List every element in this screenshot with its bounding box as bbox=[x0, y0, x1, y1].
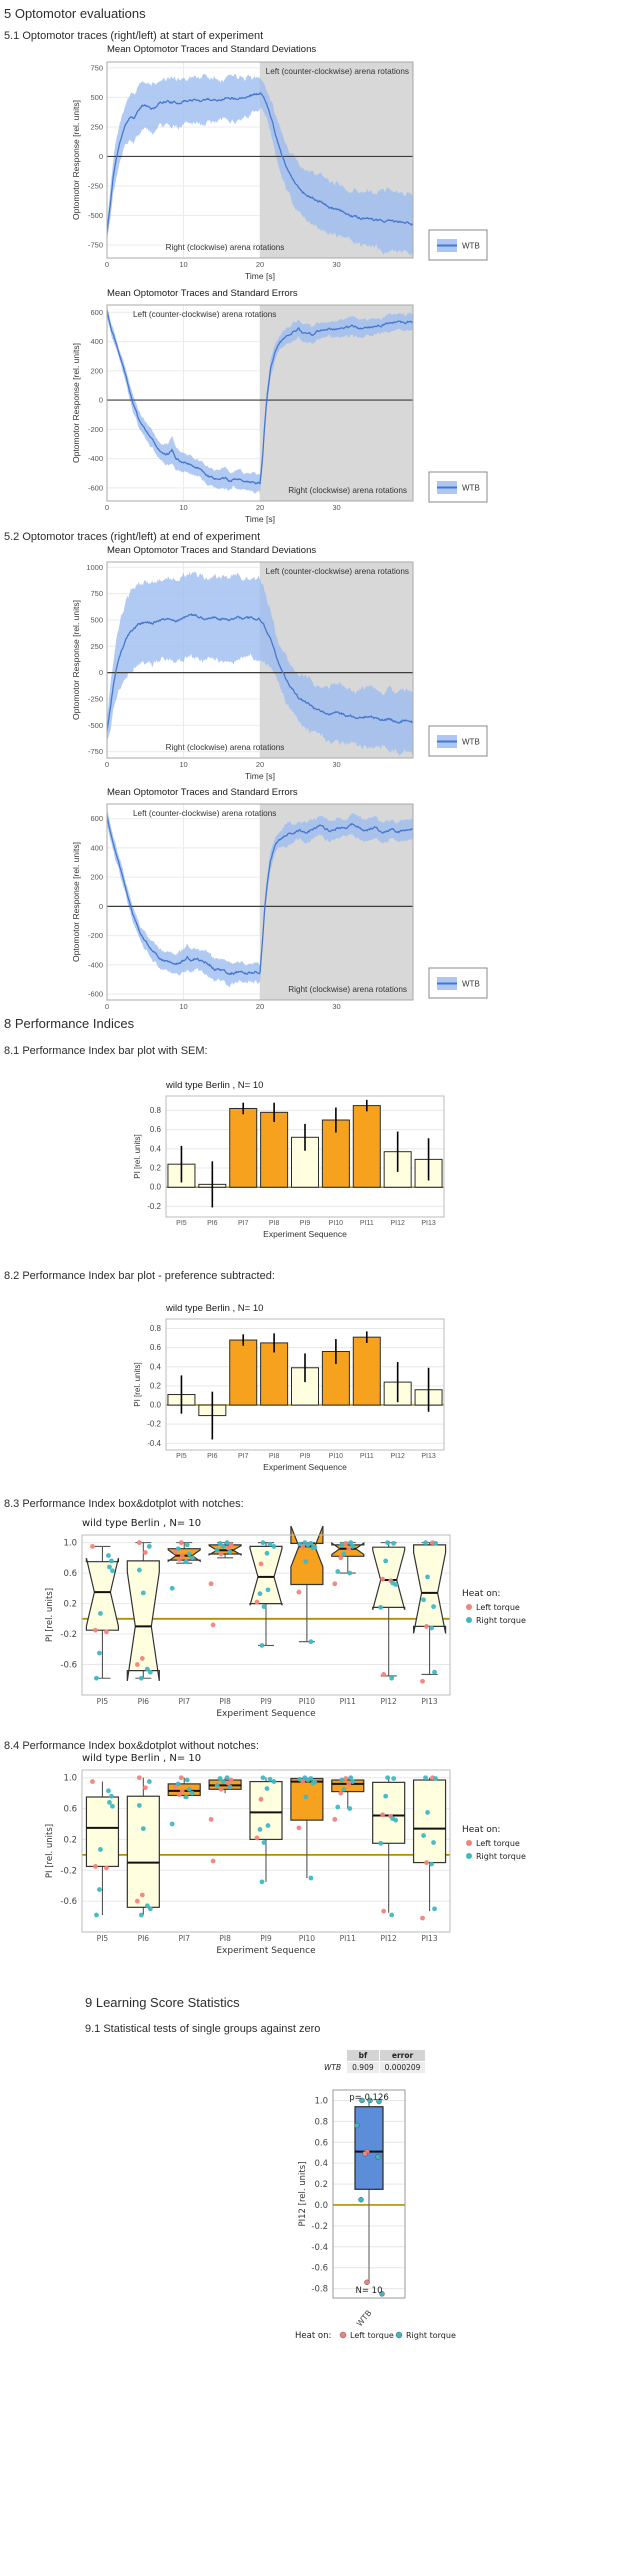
svg-text:PI [rel. units]: PI [rel. units] bbox=[45, 1823, 55, 1879]
svg-text:PI6: PI6 bbox=[137, 1697, 150, 1706]
svg-text:PI10: PI10 bbox=[298, 1934, 316, 1943]
svg-text:20: 20 bbox=[255, 1002, 265, 1011]
svg-text:0.4: 0.4 bbox=[149, 1362, 161, 1372]
svg-text:Right torque: Right torque bbox=[406, 2331, 456, 2340]
svg-text:30: 30 bbox=[332, 260, 341, 269]
legend-trace_sd_end bbox=[429, 726, 487, 756]
svg-text:WTB: WTB bbox=[462, 241, 480, 251]
box-PI12 bbox=[373, 1547, 405, 1610]
svg-text:PI11: PI11 bbox=[339, 1697, 356, 1706]
svg-text:750: 750 bbox=[90, 63, 103, 73]
svg-text:-0.6: -0.6 bbox=[60, 1660, 77, 1671]
svg-text:0.2: 0.2 bbox=[314, 2180, 328, 2191]
bayes-stats-table bbox=[318, 2049, 426, 2074]
svg-text:-500: -500 bbox=[87, 720, 103, 730]
svg-text:Right torque: Right torque bbox=[476, 1852, 526, 1861]
svg-text:PI8: PI8 bbox=[268, 1220, 280, 1227]
box-PI6 bbox=[127, 1561, 159, 1681]
svg-text:PI9: PI9 bbox=[260, 1697, 272, 1706]
svg-text:-400: -400 bbox=[87, 454, 103, 464]
heading-9-1: 9.1 Statistical tests of single groups against zero bbox=[85, 2023, 321, 2035]
svg-text:Left (counter-clockwise) arena: Left (counter-clockwise) arena rotations bbox=[265, 567, 409, 576]
svg-text:400: 400 bbox=[90, 843, 103, 853]
chart-trace_se_end bbox=[71, 787, 487, 1011]
svg-text:0.2: 0.2 bbox=[149, 1381, 161, 1391]
svg-text:0: 0 bbox=[98, 668, 103, 678]
svg-text:0.8: 0.8 bbox=[149, 1105, 161, 1115]
heading-5-2: 5.2 Optomotor traces (right/left) at end of experiment bbox=[4, 531, 261, 543]
svg-text:PI8: PI8 bbox=[219, 1697, 231, 1706]
svg-text:Experiment Sequence: Experiment Sequence bbox=[263, 1229, 347, 1239]
svg-text:PI7: PI7 bbox=[178, 1697, 190, 1706]
box-PI13 bbox=[414, 1780, 446, 1863]
svg-text:Left torque: Left torque bbox=[350, 2331, 394, 2340]
svg-text:Optomotor Response [rel. units: Optomotor Response [rel. units] bbox=[71, 841, 81, 963]
chart-bar_pref bbox=[133, 1303, 444, 1472]
chart-trace_sd_end bbox=[71, 545, 487, 781]
svg-text:PI5: PI5 bbox=[96, 1697, 109, 1706]
svg-text:0.6: 0.6 bbox=[314, 2138, 328, 2149]
svg-text:PI10: PI10 bbox=[328, 1453, 344, 1460]
svg-text:-500: -500 bbox=[87, 210, 103, 220]
svg-text:-250: -250 bbox=[87, 181, 103, 191]
svg-text:Experiment Sequence: Experiment Sequence bbox=[263, 1462, 347, 1472]
svg-text:WTB: WTB bbox=[354, 2308, 374, 2329]
svg-text:-0.4: -0.4 bbox=[311, 2242, 328, 2253]
svg-text:Mean Optomotor Traces and Stan: Mean Optomotor Traces and Standard Errors bbox=[107, 787, 298, 798]
svg-text:400: 400 bbox=[90, 337, 103, 347]
table-row-label: WTB bbox=[324, 2063, 342, 2072]
svg-text:0.0: 0.0 bbox=[314, 2200, 328, 2211]
legend-trace_se_start bbox=[429, 472, 487, 502]
svg-text:PI13: PI13 bbox=[421, 1220, 436, 1227]
bar-PI7 bbox=[230, 1108, 257, 1187]
svg-text:0: 0 bbox=[98, 901, 103, 911]
svg-text:0: 0 bbox=[104, 503, 110, 512]
svg-text:0: 0 bbox=[104, 1002, 110, 1011]
svg-text:0: 0 bbox=[104, 760, 110, 769]
svg-text:-750: -750 bbox=[87, 747, 103, 757]
box-PI12 bbox=[373, 1782, 405, 1843]
svg-text:Right (clockwise) arena rotati: Right (clockwise) arena rotations bbox=[165, 243, 285, 252]
svg-text:PI [rel. units]: PI [rel. units] bbox=[133, 1134, 142, 1179]
svg-text:0: 0 bbox=[98, 395, 103, 405]
svg-text:Right (clockwise) arena rotati: Right (clockwise) arena rotations bbox=[165, 743, 285, 752]
svg-text:Time [s]: Time [s] bbox=[245, 514, 275, 524]
svg-text:-200: -200 bbox=[87, 424, 103, 434]
svg-text:PI11: PI11 bbox=[359, 1453, 374, 1460]
chart-trace_sd_start bbox=[71, 44, 487, 281]
svg-text:500: 500 bbox=[90, 92, 103, 102]
svg-text:PI5: PI5 bbox=[176, 1453, 187, 1460]
svg-text:PI10: PI10 bbox=[328, 1220, 344, 1227]
svg-text:-0.2: -0.2 bbox=[147, 1419, 161, 1429]
svg-text:PI9: PI9 bbox=[299, 1220, 311, 1227]
svg-text:600: 600 bbox=[90, 307, 103, 317]
table-cell-error: 0.000209 bbox=[380, 2062, 426, 2073]
heading-5: 5 Optomotor evaluations bbox=[4, 6, 146, 21]
heading-8-4: 8.4 Performance Index box&dotplot without notches: bbox=[4, 1740, 259, 1752]
svg-text:0.6: 0.6 bbox=[149, 1343, 161, 1353]
svg-text:250: 250 bbox=[90, 641, 103, 651]
svg-text:PI6: PI6 bbox=[137, 1934, 150, 1943]
svg-text:-0.2: -0.2 bbox=[60, 1866, 77, 1877]
svg-text:-0.6: -0.6 bbox=[311, 2263, 328, 2274]
svg-text:wild type Berlin , N= 10: wild type Berlin , N= 10 bbox=[82, 1753, 202, 1764]
svg-text:-200: -200 bbox=[87, 931, 103, 941]
svg-text:20: 20 bbox=[255, 760, 265, 769]
svg-text:Time [s]: Time [s] bbox=[245, 271, 275, 281]
svg-text:PI5: PI5 bbox=[96, 1934, 109, 1943]
chart-box_notch bbox=[45, 1518, 526, 1719]
svg-text:WTB: WTB bbox=[462, 979, 480, 989]
svg-text:-0.2: -0.2 bbox=[60, 1630, 77, 1641]
svg-text:PI7: PI7 bbox=[237, 1220, 249, 1227]
heading-8-2: 8.2 Performance Index bar plot - preference subtracted: bbox=[4, 1270, 275, 1282]
svg-text:PI12: PI12 bbox=[390, 1453, 405, 1460]
svg-text:Experiment Sequence: Experiment Sequence bbox=[216, 1946, 316, 1956]
svg-text:PI12 [rel. units]: PI12 [rel. units] bbox=[298, 2161, 308, 2227]
svg-text:Right torque: Right torque bbox=[476, 1616, 526, 1625]
svg-text:N= 10: N= 10 bbox=[355, 2286, 383, 2296]
legend-trace_se_end bbox=[429, 968, 487, 998]
svg-text:PI12: PI12 bbox=[380, 1934, 397, 1943]
svg-text:Optomotor Response [rel. units: Optomotor Response [rel. units] bbox=[71, 342, 81, 464]
svg-text:wild type Berlin , N= 10: wild type Berlin , N= 10 bbox=[166, 1080, 264, 1091]
svg-text:PI12: PI12 bbox=[390, 1220, 405, 1227]
svg-text:0.6: 0.6 bbox=[63, 1804, 77, 1815]
svg-text:10: 10 bbox=[179, 260, 188, 269]
svg-text:Right (clockwise) arena rotati: Right (clockwise) arena rotations bbox=[288, 486, 407, 495]
svg-text:Heat on:: Heat on: bbox=[462, 1825, 501, 1835]
svg-text:PI7: PI7 bbox=[178, 1934, 190, 1943]
svg-text:-750: -750 bbox=[87, 240, 103, 250]
svg-text:500: 500 bbox=[90, 615, 103, 625]
svg-text:30: 30 bbox=[332, 503, 341, 512]
svg-text:750: 750 bbox=[90, 589, 103, 599]
heading-8-1: 8.1 Performance Index bar plot with SEM: bbox=[4, 1045, 208, 1057]
svg-text:WTB: WTB bbox=[462, 483, 480, 493]
box-PI6 bbox=[127, 1796, 159, 1907]
svg-text:PI9: PI9 bbox=[299, 1453, 311, 1460]
svg-text:1000: 1000 bbox=[86, 562, 103, 572]
svg-text:WTB: WTB bbox=[462, 737, 480, 747]
svg-text:0.2: 0.2 bbox=[149, 1163, 161, 1173]
svg-text:-600: -600 bbox=[87, 989, 103, 999]
svg-text:wild type Berlin , N= 10: wild type Berlin , N= 10 bbox=[166, 1303, 264, 1314]
svg-text:Left (counter-clockwise) arena: Left (counter-clockwise) arena rotations bbox=[133, 809, 277, 818]
bar-PI7 bbox=[230, 1340, 257, 1405]
svg-text:20: 20 bbox=[255, 503, 265, 512]
table-cell-bf: 0.909 bbox=[347, 2062, 378, 2073]
svg-text:Left torque: Left torque bbox=[476, 1603, 520, 1612]
svg-text:0.8: 0.8 bbox=[149, 1324, 161, 1334]
svg-text:0.6: 0.6 bbox=[63, 1569, 77, 1580]
svg-text:-600: -600 bbox=[87, 483, 103, 493]
svg-text:Mean Optomotor Traces and Stan: Mean Optomotor Traces and Standard Deviations bbox=[107, 44, 317, 55]
chart-trace_se_start bbox=[71, 288, 487, 524]
svg-text:PI6: PI6 bbox=[207, 1453, 218, 1460]
svg-text:PI10: PI10 bbox=[298, 1697, 316, 1706]
svg-text:PI13: PI13 bbox=[421, 1934, 438, 1943]
pbox-box bbox=[355, 2107, 383, 2190]
svg-text:30: 30 bbox=[332, 1002, 341, 1011]
svg-text:-250: -250 bbox=[87, 694, 103, 704]
svg-text:0: 0 bbox=[104, 260, 110, 269]
svg-text:1.0: 1.0 bbox=[63, 1773, 77, 1784]
svg-text:10: 10 bbox=[179, 760, 188, 769]
svg-text:PI5: PI5 bbox=[176, 1220, 187, 1227]
svg-text:PI12: PI12 bbox=[380, 1697, 397, 1706]
svg-text:PI [rel. units]: PI [rel. units] bbox=[45, 1587, 55, 1643]
svg-text:0.6: 0.6 bbox=[149, 1125, 161, 1135]
svg-text:0.8: 0.8 bbox=[314, 2117, 328, 2128]
svg-text:PI6: PI6 bbox=[207, 1220, 218, 1227]
svg-text:PI7: PI7 bbox=[237, 1453, 249, 1460]
svg-text:PI [rel. units]: PI [rel. units] bbox=[133, 1362, 142, 1407]
svg-text:Optomotor Response [rel. units: Optomotor Response [rel. units] bbox=[71, 599, 81, 721]
chart-pbox bbox=[295, 2090, 456, 2341]
svg-text:PI8: PI8 bbox=[219, 1934, 231, 1943]
svg-text:1.0: 1.0 bbox=[63, 1538, 77, 1549]
box-PI13 bbox=[414, 1545, 446, 1634]
svg-text:600: 600 bbox=[90, 814, 103, 824]
svg-text:200: 200 bbox=[90, 872, 103, 882]
bar-PI11 bbox=[353, 1106, 380, 1188]
chart-box_plain bbox=[45, 1753, 526, 1956]
svg-text:Mean Optomotor Traces and Stan: Mean Optomotor Traces and Standard Errors bbox=[107, 288, 298, 299]
svg-text:-400: -400 bbox=[87, 960, 103, 970]
svg-text:Experiment Sequence: Experiment Sequence bbox=[216, 1709, 316, 1719]
svg-text:wild type Berlin , N= 10: wild type Berlin , N= 10 bbox=[82, 1518, 202, 1529]
svg-text:Mean Optomotor Traces and Stan: Mean Optomotor Traces and Standard Deviations bbox=[107, 545, 317, 556]
svg-text:Heat on:: Heat on: bbox=[295, 2331, 332, 2341]
svg-text:Left (counter-clockwise) arena: Left (counter-clockwise) arena rotations bbox=[265, 67, 409, 76]
svg-text:30: 30 bbox=[332, 760, 341, 769]
chart-bar_sem bbox=[133, 1080, 444, 1239]
svg-text:Optomotor Response [rel. units: Optomotor Response [rel. units] bbox=[71, 99, 81, 221]
heading-8: 8 Performance Indices bbox=[4, 1016, 135, 1031]
table-header-error: error bbox=[380, 2050, 426, 2061]
svg-text:0.2: 0.2 bbox=[63, 1835, 77, 1846]
svg-text:0.4: 0.4 bbox=[314, 2159, 328, 2170]
svg-text:250: 250 bbox=[90, 122, 103, 132]
table-header-bf: bf bbox=[347, 2050, 378, 2061]
heading-8-3: 8.3 Performance Index box&dotplot with notches: bbox=[4, 1498, 244, 1510]
svg-text:PI8: PI8 bbox=[268, 1453, 280, 1460]
svg-text:PI13: PI13 bbox=[421, 1453, 436, 1460]
svg-text:-0.6: -0.6 bbox=[60, 1897, 77, 1908]
svg-text:Time [s]: Time [s] bbox=[245, 771, 275, 781]
svg-text:1.0: 1.0 bbox=[314, 2096, 328, 2107]
heading-9: 9 Learning Score Statistics bbox=[85, 1995, 240, 2010]
svg-text:10: 10 bbox=[179, 1002, 188, 1011]
svg-text:200: 200 bbox=[90, 366, 103, 376]
svg-text:10: 10 bbox=[179, 503, 188, 512]
svg-text:PI13: PI13 bbox=[421, 1697, 438, 1706]
svg-text:Heat on:: Heat on: bbox=[462, 1589, 501, 1599]
svg-text:20: 20 bbox=[255, 260, 265, 269]
svg-text:PI9: PI9 bbox=[260, 1934, 272, 1943]
table-row bbox=[319, 2062, 425, 2073]
svg-text:Left (counter-clockwise) arena: Left (counter-clockwise) arena rotations bbox=[133, 310, 277, 319]
box-PI10 bbox=[291, 1778, 323, 1820]
svg-text:0.4: 0.4 bbox=[149, 1144, 161, 1154]
legend-trace_sd_start bbox=[429, 230, 487, 260]
svg-text:-0.4: -0.4 bbox=[147, 1438, 161, 1448]
svg-text:Left torque: Left torque bbox=[476, 1839, 520, 1848]
svg-text:-0.8: -0.8 bbox=[311, 2284, 328, 2295]
svg-text:-0.2: -0.2 bbox=[147, 1201, 161, 1211]
heading-5-1: 5.1 Optomotor traces (right/left) at start of experiment bbox=[4, 30, 264, 42]
svg-text:0.0: 0.0 bbox=[149, 1182, 161, 1192]
svg-text:0.0: 0.0 bbox=[149, 1400, 161, 1410]
svg-text:p= 0.126: p= 0.126 bbox=[349, 2093, 389, 2103]
svg-text:PI11: PI11 bbox=[359, 1220, 374, 1227]
svg-text:Right (clockwise) arena rotati: Right (clockwise) arena rotations bbox=[288, 985, 407, 994]
svg-text:PI11: PI11 bbox=[339, 1934, 356, 1943]
bar-PI8 bbox=[261, 1112, 288, 1187]
bar-PI11 bbox=[353, 1337, 380, 1405]
svg-text:0.2: 0.2 bbox=[63, 1599, 77, 1610]
svg-text:0: 0 bbox=[98, 151, 103, 161]
svg-text:-0.2: -0.2 bbox=[311, 2221, 328, 2232]
